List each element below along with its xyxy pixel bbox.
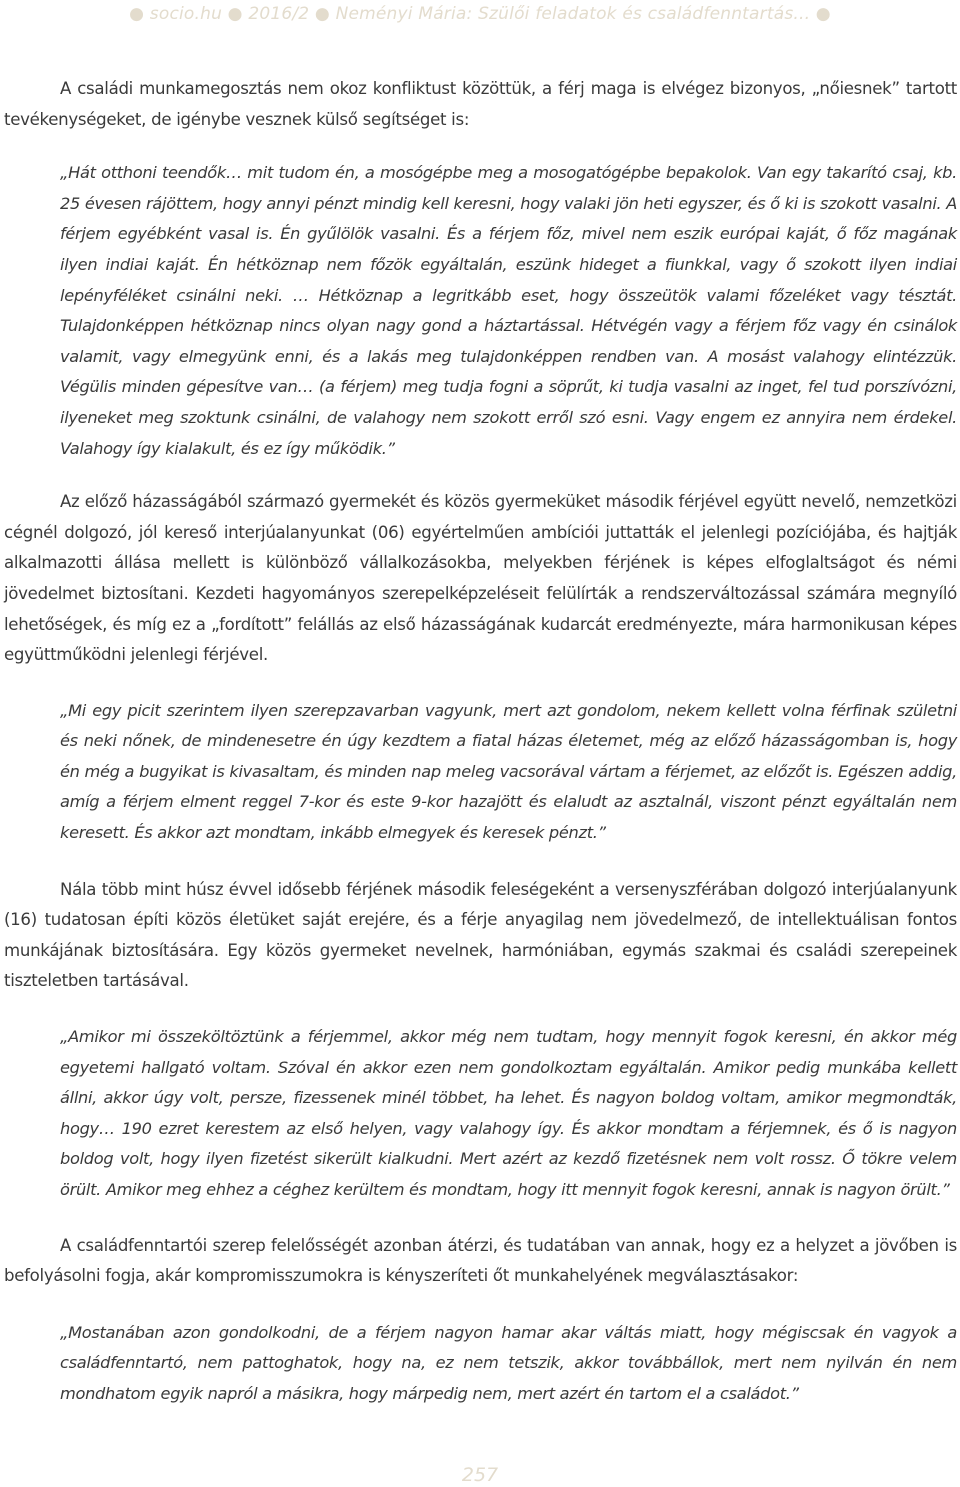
interview-quote: „Hát otthoni teendők… mit tudom én, a mosógépbe meg a mosogatógépbe bepakolok. Van egy takarító csaj, kb. 25 évesen rájöttem, hogy annyi pénzt mindig kell keresni, hogy valaki jön heti egyszer, és ő ki is szokott vasalni. A férjem egyébként vasal is. Én gyűlölök vasalni. És a férjem főz, mivel nem eszik európai kaját, ő főz magának ilyen indiai kaját. Én hétköznap nem főzök egyáltalán, eszünk hideget a fiunkkal, vagy ő szokott ilyen indiai lepényféléket csinálni neki. … Hétköznap a legritkább eset, hogy összeütök valami főzeléket vagy tésztát. Tulajdonképpen hétköznap nincs olyan nagy gond a háztartással. Hétvégén vagy a férjem főz vagy én csinálok valamit, vagy elmegyünk enni, és a lakás meg tulajdonképpen rendben van. A mosást valahogy elintézzük. Végülis minden gépesítve van… (a férjem) meg tudja fogni a söprűt, ki tudja vasalni az inget, fel tud porszívózni, ilyeneket meg szoktunk csinálni, de valahogy nem szokott erről szó esni. Vagy engem ez annyira nem érdekel. Valahogy így kialakult, és ez így működik.” <box>60 163 957 458</box>
page-number: 257 <box>461 1464 499 1486</box>
body-paragraph: Az előző házasságából származó gyermekét és közös gyermeküket második férjével együtt nevelő, nemzetközi cégnél dolgozó, jól kereső interjúalanyunkat (06) egyértelműen ambíciói juttatták el jelenlegi pozíciójába, és hajtják alkalmazotti állása mellett is különböző vállalkozásokba, melyekben férjének is képes elfoglaltságot és némi jövedelmet biztosítani. Kezdeti hagyományos szerepelképzeléseit felülírták a rendszerváltozással számára megnyíló lehetőségek, és míg ez a „fordított” felállás az első házasságának kudarcát eredményezte, mára harmonikusan képes együttműködni jelenlegi férjével. <box>4 492 957 665</box>
body-paragraph: Nála több mint húsz évvel idősebb férjének második feleségeként a versenyszférában dolgozó interjúalanyunk (16) tudatosan építi közös életüket saját erejére, és a férje anyagilag nem jövedelmező, de intellektuálisan fontos munkájának biztosítására. Egy közös gyermeket nevelnek, harmóniában, egymás szakmai és családi szerepeinek tiszteletben tartásával. <box>4 879 957 991</box>
running-header: ● socio.hu ● 2016/2 ● Neményi Mária: Szülői feladatok és családfenntartás... ● <box>129 4 831 24</box>
body-paragraph: A családfenntartói szerep felelősségét azonban átérzi, és tudatában van annak, hogy ez a helyzet a jövőben is befolyásolni fogja, akár kompromisszumokra is kényszeríteti őt munkahelyének megválasztásakor: <box>4 1235 957 1286</box>
body-paragraph: A családi munkamegosztás nem okoz konfliktust közöttük, a férj maga is elvégez bizonyos, „nőiesnek” tartott tevékenységeket, de igénybe vesznek külső segítséget is: <box>4 79 957 129</box>
page-body <box>4 74 957 1410</box>
interview-quote: „Mostanában azon gondolkodni, de a férjem nagyon hamar akar váltás miatt, hogy mégiscsak én vagyok a családfenntartó, nem pattoghatok, hogy na, ez nem tetszik, akkor továbbállok, mert nem nyilván én nem mondhatom egyik napról a másikra, hogy márpedig nem, mert azért én tartom el a családot.” <box>60 1322 957 1403</box>
interview-quote: „Mi egy picit szerintem ilyen szerepzavarban vagyunk, mert azt gondolom, nekem kellett volna férfinak születni és neki nőnek, de mindenesetre én úgy kezdtem a fiatal házas életemet, még az előző házasságomban is, hogy én még a bugyikat is kivasaltam, és minden nap meleg vacsorával vártam a férjemet, az előzőt is. Egészen addig, amíg a férjem elment reggel 7-kor és este 9-kor hazajött és elaludt az asztalnál, viszont pénzt egyáltalán nem keresett. És akkor azt mondtam, inkább elmegyek és keresek pénzt.” <box>60 700 957 843</box>
interview-quote: „Amikor mi összeköltöztünk a férjemmel, akkor még nem tudtam, hogy mennyit fogok keresni, én akkor még egyetemi hallgató voltam. Szóval én akkor ezen nem gondolkoztam egyáltalán. Amikor pedig munkába kellett állni, akkor úgy volt, persze, fizessenek minél többet, ha lehet. És nagyon boldog voltam, amikor megmondták, hogy… 190 ezret kerestem az első helyen, vagy valahogy így. És akkor mondtam a férjemnek, és ő is nagyon boldog volt, hogy ilyen fizetést sikerült kialkudni. Mert azért az kezdő fizetésnek nem volt rossz. Ő tökre velem örült. Amikor meg ehhez a céghez kerültem és mondtam, hogy itt mennyit fogok keresni, annak is nagyon örült.” <box>60 1027 957 1199</box>
